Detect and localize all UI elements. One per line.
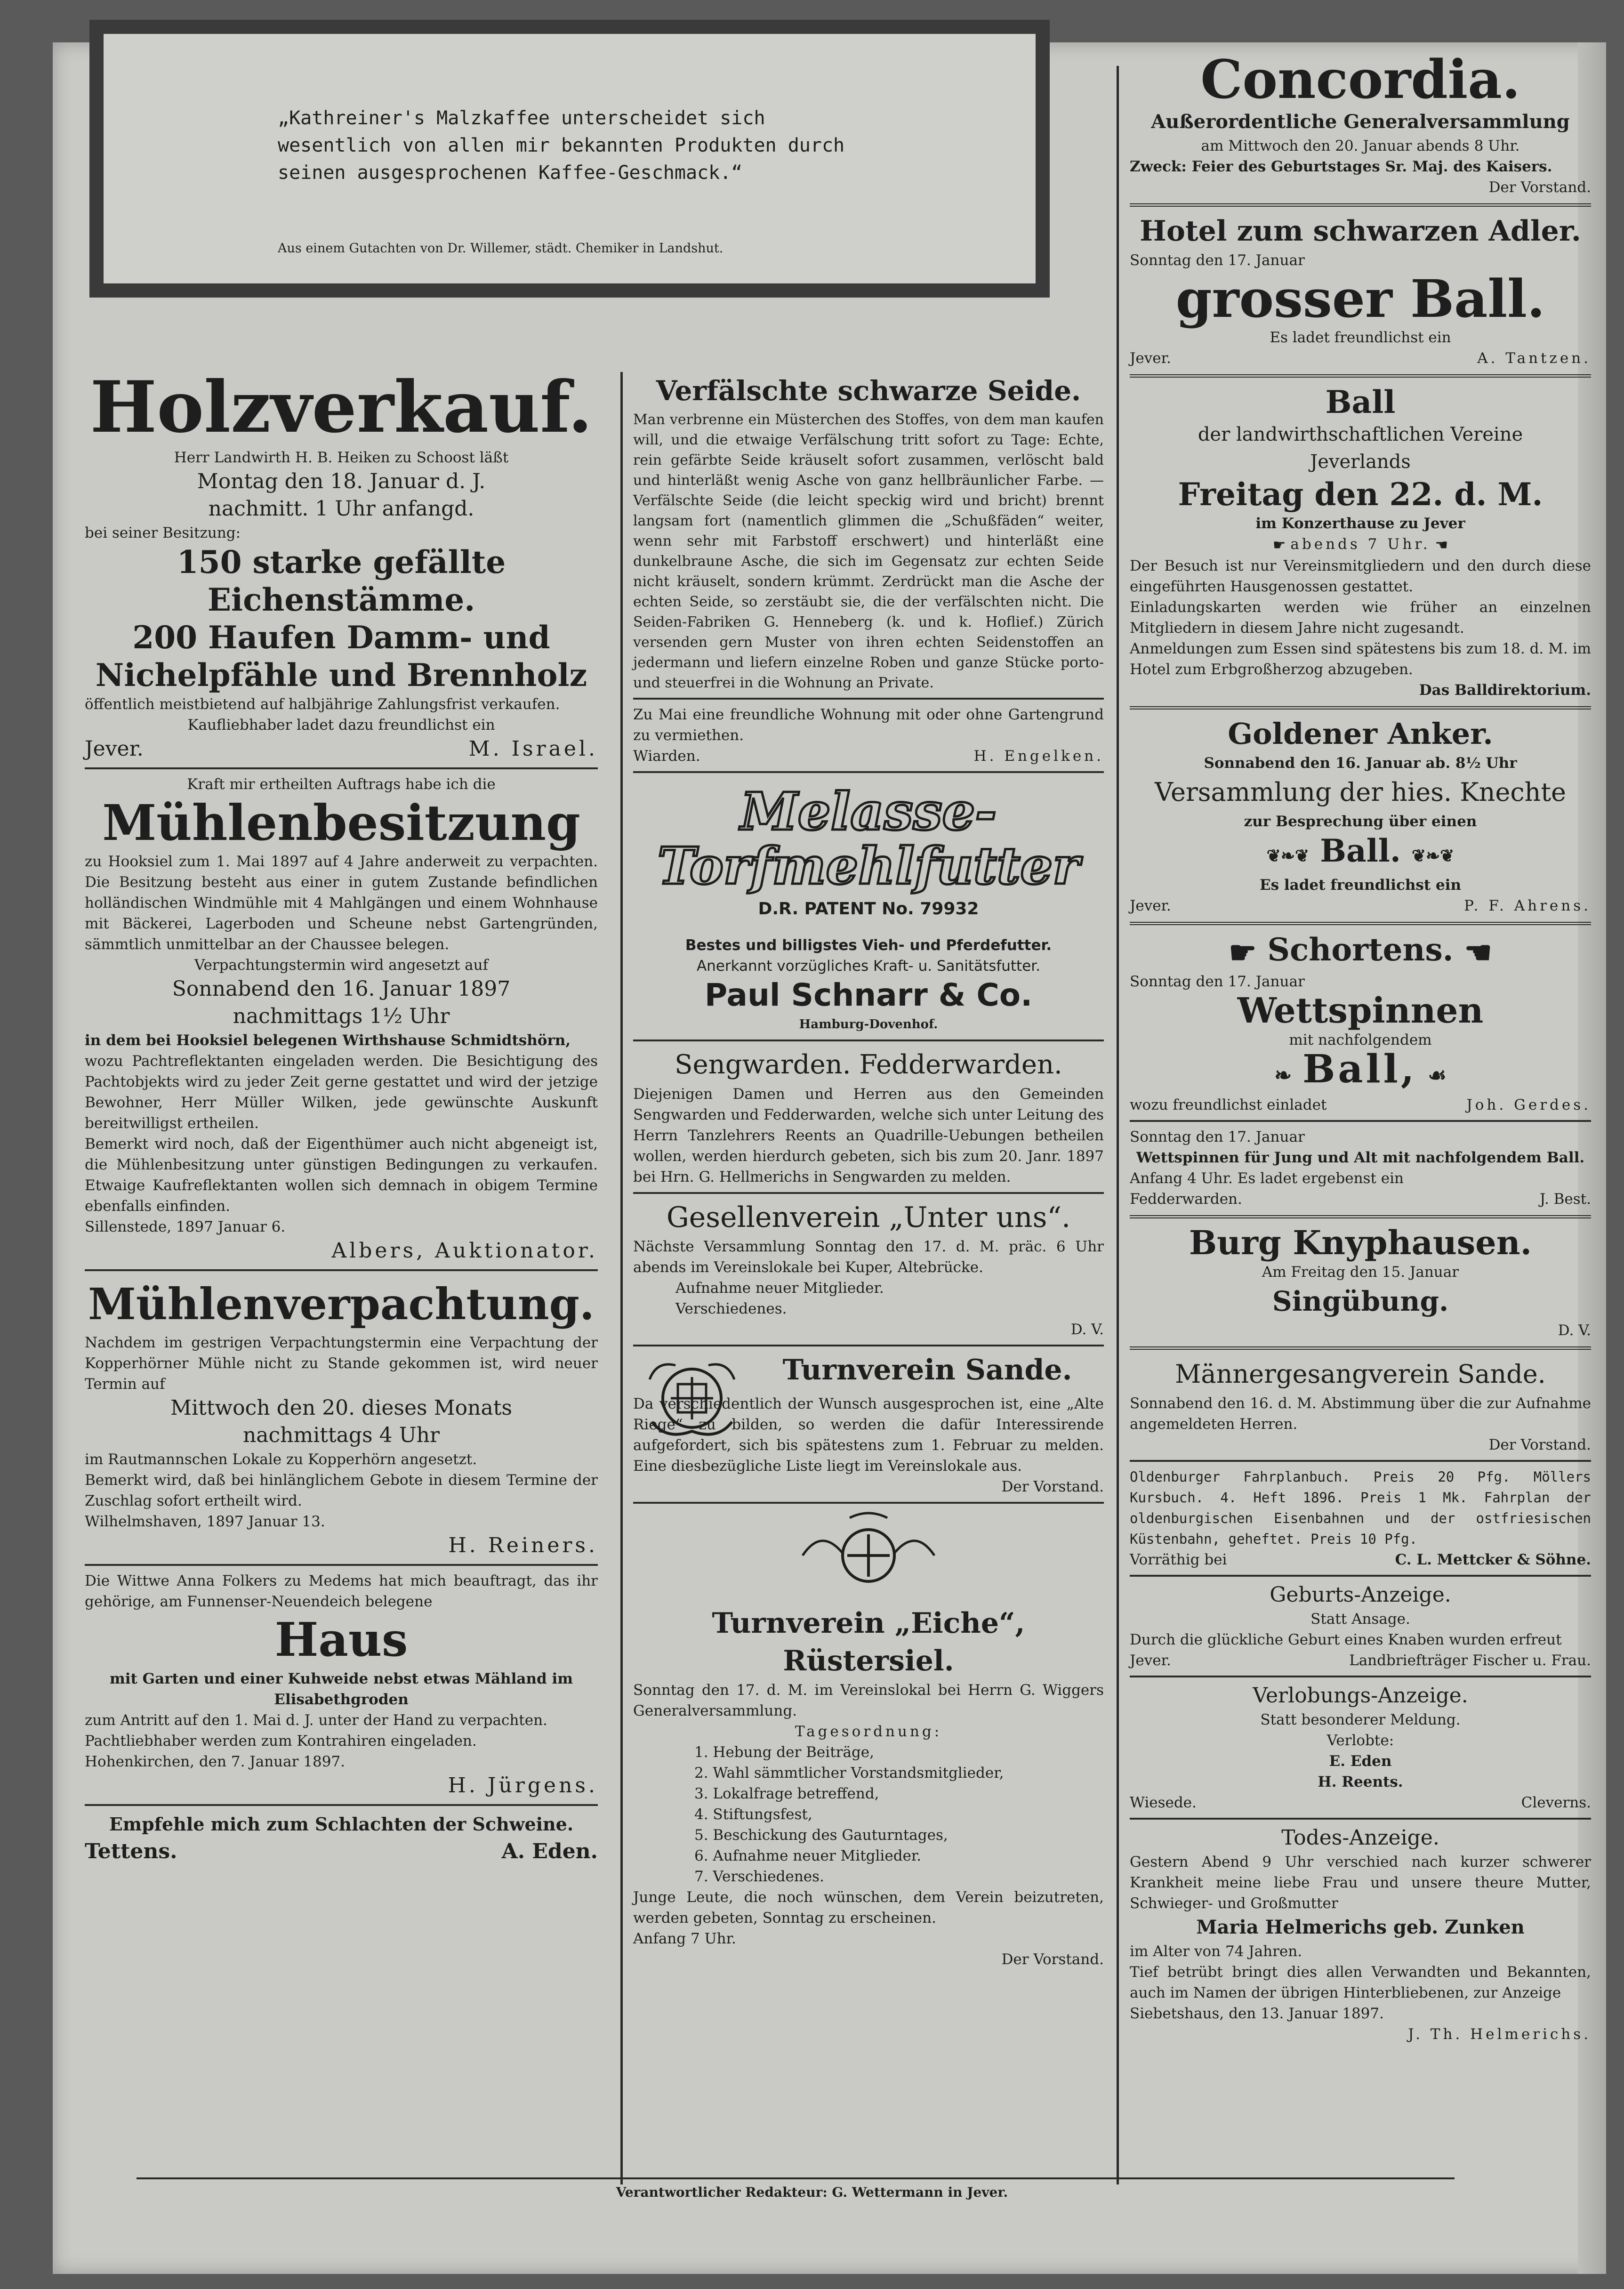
ad-title: Todes-Anzeige.: [1281, 1825, 1439, 1850]
ad-turnverein-eiche: [633, 1508, 1104, 1970]
ad-gesellenverein: [633, 1199, 1104, 1340]
agenda-item: 2. Wahl sämmtlicher Vorstandsmitglieder,: [694, 1765, 1004, 1781]
ad-agenda-label: Tagesordnung:: [795, 1723, 942, 1740]
footer-imprint: Verantwortlicher Redakteur: G. Wettermann in Jever.: [616, 2184, 1008, 2200]
ad-verlobung: [1130, 1682, 1591, 1813]
ad-date: Sonntag den 17. Januar: [1130, 1128, 1305, 1145]
ad-todes: [1130, 1824, 1591, 2045]
divider: [633, 771, 1104, 773]
divider: [633, 698, 1104, 700]
pointing-hand-left-icon: ☚: [1435, 536, 1448, 554]
logo-title-2: Torfmehlfutter: [657, 837, 1080, 896]
ad-geburt: [1130, 1581, 1591, 1671]
ad-place: Fedderwarden.: [1130, 1190, 1242, 1208]
ad-signature: D. V.: [1558, 1322, 1591, 1339]
ad-body: zum Antritt auf den 1. Mai d. J. unter der Hand zu verpachten.: [85, 1712, 547, 1729]
ad-age: im Alter von 74 Jahren.: [1130, 1942, 1302, 1960]
ad-signature: Albers, Auktionator.: [331, 1239, 598, 1263]
ad-item: Aufnahme neuer Mitglieder.: [675, 1280, 884, 1297]
ad-date: Am Freitag den 15. Januar: [1262, 1263, 1459, 1281]
ad-wohnung: [633, 704, 1104, 766]
ad-ball: Ball.: [1320, 832, 1401, 869]
ad-zweck: Zweck: Feier des Geburtstages Sr. Maj. des Kaisers.: [1130, 158, 1552, 175]
divider: [1130, 1575, 1591, 1577]
ad-title: Haus: [274, 1613, 408, 1667]
ad-signature: H. Jürgens.: [448, 1773, 598, 1797]
divider: [1130, 374, 1591, 378]
ad-title: Turnverein Sande.: [782, 1354, 1072, 1386]
ad-title: Concordia.: [1200, 49, 1520, 111]
ad-signature: Der Vorstand.: [1001, 1951, 1104, 1968]
divider: [85, 1269, 598, 1271]
ad-city: Hamburg-Dovenhof.: [799, 1017, 938, 1032]
ad-title: Goldener Anker.: [1228, 716, 1493, 751]
ad-invite: wozu freundlichst einladet: [1130, 1096, 1327, 1113]
ad-signature: J. Best.: [1539, 1190, 1591, 1208]
agenda-list: [633, 1742, 1104, 1887]
ad-signature: Der Vorstand.: [1488, 179, 1591, 196]
ad-body: wozu Pachtreflektanten eingeladen werden. Die Besichtigung des Pachtobjekts wird zu jeder Zeit gerne gestattet und wird der jetzige Bewohner, Herr Müller Wilken, jede gewünschte Auskunft bereitwilligst ertheilen.: [85, 1053, 598, 1132]
footer-rule: [137, 2177, 1455, 2179]
ad-item: 150 starke gefällte Eichenstämme.: [177, 544, 506, 618]
ad-signature: A. Eden.: [501, 1839, 598, 1863]
ad-purpose: zur Besprechung über einen: [1244, 813, 1477, 830]
ad-title: Schortens.: [1267, 931, 1454, 968]
ad-sub: der landwirthschaftlichen Vereine: [1198, 424, 1523, 445]
ad-event: Singübung.: [1272, 1285, 1449, 1317]
ad-date: Mittwoch den 20. dieses Monats: [170, 1396, 512, 1420]
ad-time: nachmittags 1½ Uhr: [233, 1004, 450, 1028]
ad-sub: Außerordentliche Generalversammlung: [1151, 111, 1570, 133]
ad-signature: J. Th. Helmerichs.: [1408, 2025, 1591, 2043]
agenda-item: 6. Aufnahme neuer Mitglieder.: [694, 1847, 922, 1864]
pointing-hand-right-icon: ☛: [1229, 934, 1257, 971]
divider: [633, 1345, 1104, 1346]
column-2: [633, 372, 1104, 1974]
ad-schortens: [1130, 931, 1591, 1115]
ad-date-place: Hohenkirchen, den 7. Januar 1897.: [85, 1753, 346, 1770]
ad-date: Montag den 18. Januar d. J.: [197, 469, 486, 493]
column-1: [85, 367, 598, 1869]
ad-body: Durch die glückliche Geburt eines Knaben wurden erfreut: [1130, 1631, 1562, 1648]
ad-terms: öffentlich meistbietend auf halbjährige Zahlungsfrist verkaufen.: [85, 696, 560, 713]
melasse-logo-graphic: [657, 781, 1080, 928]
ad-maennergesangverein: [1130, 1355, 1591, 1455]
ad-title: Gesellenverein „Unter uns“.: [666, 1201, 1071, 1234]
pointing-hand-right-icon: ☛: [1272, 536, 1286, 554]
ad-event: Wettspinnen: [1237, 990, 1484, 1031]
ad-invite: Es ladet freundlichst ein: [1270, 329, 1451, 346]
kathreiner-ad: [89, 20, 1050, 298]
melasse-logo: [633, 782, 1104, 930]
ad-body: Gestern Abend 9 Uhr verschied nach kurzer schwerer Krankheit meine liebe Frau und unsere theure Mutter, Schwieger- und Großmutter: [1130, 1853, 1591, 1912]
ad-body: Einladungskarten werden wie früher an einzelnen Mitgliedern in diesem Jahre nicht zugesandt.: [1130, 598, 1591, 637]
divider: [1130, 1215, 1591, 1218]
ad-signature: H. Reiners.: [448, 1533, 598, 1557]
ad-place: in dem bei Hooksiel belegenen Wirthshause Schmidtshörn,: [85, 1032, 571, 1049]
ad-title: Holzverkauf.: [90, 366, 593, 449]
ad-body: Zu Mai eine freundliche Wohnung mit oder ohne Gartengrund zu vermiethen.: [633, 706, 1104, 744]
ad-signature: Der Vorstand.: [1488, 1436, 1591, 1453]
ad-signature: A. Tantzen.: [1477, 350, 1591, 367]
ad-place: im Konzerthause zu Jever: [1255, 515, 1465, 532]
ad-title: Geburts-Anzeige.: [1270, 1582, 1451, 1607]
ad-signature: Der Vorstand.: [1001, 1478, 1104, 1495]
ad-body: Bemerkt wird noch, daß der Eigenthümer auch nicht abgeneigt ist, die Mühlenbesitzung unter günstigen Bedingungen zu verkaufen. Etwaige Kaufreflektanten wollen sich demnach in obigem Termine ebenfalls einfinden.: [85, 1136, 598, 1215]
pointing-hand-left-icon: ☚: [1464, 934, 1492, 971]
ad-sub: mit nachfolgendem: [1289, 1031, 1432, 1048]
ad-title: Turnverein „Eiche“, Rüstersiel.: [712, 1607, 1025, 1677]
ad-muehlenbesitzung: [85, 774, 598, 1265]
ad-start: Anfang 7 Uhr.: [633, 1930, 736, 1947]
ad-line: Bestes und billigstes Vieh- und Pferdefutter.: [685, 937, 1052, 954]
ad-time: nachmittags 4 Uhr: [242, 1423, 440, 1447]
ornament-icon: ❦❧❦: [1266, 846, 1310, 866]
ad-place: Jever.: [1130, 1652, 1171, 1669]
ad-place: bei seiner Besitzung:: [85, 524, 241, 541]
ad-title: Männergesangverein Sande.: [1175, 1359, 1546, 1389]
column-3: [1130, 49, 1591, 2048]
ad-date: Sonnabend den 16. Januar ab. 8½ Uhr: [1204, 754, 1517, 772]
ad-stock: Vorräthig bei: [1130, 1551, 1227, 1568]
ad-title: Ball: [1325, 384, 1396, 420]
ad-body: Diejenigen Damen und Herren aus den Gemeinden Sengwarden und Fedderwarden, welche sich unter Leitung des Herrn Tanzlehrers Reents an Quadrille-Uebungen betheilen wollen, werden hierdurch gebeten, sich bis zum 20. Janr. 1897 bei Hrn. G. Hellmerichs in Sengwarden zu melden.: [633, 1086, 1104, 1185]
agenda-item: 5. Beschickung des Gauturntages,: [694, 1827, 948, 1844]
divider: [633, 1192, 1104, 1194]
ad-signature: Joh. Gerdes.: [1466, 1096, 1591, 1113]
agenda-item: 3. Lokalfrage betreffend,: [694, 1785, 879, 1802]
ad-signature: C. L. Mettcker & Söhne.: [1395, 1551, 1591, 1568]
ad-company: Paul Schnarr & Co.: [704, 977, 1033, 1013]
ad-date-place: Siebetshaus, den 13. Januar 1897.: [1130, 2005, 1384, 2022]
divider: [1130, 1818, 1591, 1820]
divider: [633, 1502, 1104, 1504]
ad-place: Jever.: [1130, 897, 1171, 914]
ad-haus: [85, 1571, 598, 1799]
ad-sub: Statt besonderer Meldung.: [1260, 1711, 1461, 1728]
ad-place-sig: Jever.: [85, 737, 144, 761]
ad-item: 200 Haufen Damm- und Nichelpfähle und Brennholz: [95, 619, 587, 693]
ad-place: Wiarden.: [633, 748, 700, 765]
ad-event: grosser Ball.: [1175, 268, 1545, 329]
column-rule-left: [620, 372, 623, 2184]
ad-sengwarden: [633, 1046, 1104, 1187]
agenda-item: 1. Hebung der Beiträge,: [694, 1744, 874, 1761]
divider: [85, 1804, 598, 1806]
ad-date: am Mittwoch den 20. Januar abends 8 Uhr.: [1201, 137, 1520, 154]
ad-body: Pachtliebhaber werden zum Kontrahiren eingeladen.: [85, 1733, 477, 1749]
kathreiner-source: Aus einem Gutachten von Dr. Willemer, städt. Chemiker in Landshut.: [278, 241, 724, 256]
ad-sub: Jeverlands: [1310, 451, 1411, 473]
ornament-icon: ❧: [1274, 1063, 1292, 1088]
ad-body: Sonntag den 17. d. M. im Vereinslokal bei Herrn G. Wiggers Generalversammlung.: [633, 1682, 1104, 1719]
ad-knyphausen: [1130, 1224, 1591, 1341]
ad-title: Burg Knyphausen.: [1189, 1223, 1532, 1262]
ad-place: Jever.: [1130, 350, 1171, 367]
ad-termin-label: Verpachtungstermin wird angesetzt auf: [194, 957, 489, 974]
ad-name: Maria Helmerichs geb. Zunken: [1196, 1916, 1525, 1938]
ad-start: Anfang 4 Uhr. Es ladet ergebenst ein: [1130, 1169, 1404, 1187]
ad-name: H. Reents.: [1318, 1773, 1403, 1790]
ad-date: Freitag den 22. d. M.: [1178, 476, 1543, 513]
ad-line: Anerkannt vorzügliches Kraft- u. Sanitätsfutter.: [696, 958, 1041, 975]
ad-turnverein-sande: [633, 1351, 1104, 1497]
ad-place: Tettens.: [85, 1839, 177, 1863]
logo-patent: D.R. PATENT No. 79932: [758, 899, 979, 919]
ad-invite: Kaufliebhaber ladet dazu freundlichst ein: [187, 717, 495, 733]
ad-date: Sonntag den 17. Januar: [1130, 252, 1305, 269]
ad-signature: Das Balldirektorium.: [1419, 681, 1591, 699]
ad-body: zu Hooksiel zum 1. Mai 1897 auf 4 Jahre anderweit zu verpachten. Die Besitzung besteht aus einer in gutem Zustande befindlichen holländischen Windmühle mit 4 Mahlgängen und einem Wohnhause mit Bäckerei, Lagerboden und Scheune nebst Gartengründen, sämmtlich unmittelbar an der Chaussee belegen.: [85, 853, 598, 953]
ad-signature: P. F. Ahrens.: [1464, 897, 1591, 914]
ad-goldener-anker: [1130, 715, 1591, 916]
ad-signature: Landbriefträger Fischer u. Frau.: [1349, 1652, 1591, 1669]
ornament-icon: ☙: [1428, 1063, 1447, 1088]
ad-sub: Statt Ansage.: [1310, 1610, 1410, 1628]
ad-body: Anmeldungen zum Essen sind spätestens bis zum 18. d. M. im Hotel zum Erbgroßherzog abzugeben.: [1130, 640, 1591, 678]
divider: [1130, 922, 1591, 925]
ad-body: Tief betrübt bringt dies allen Verwandten und Bekannten, auch im Namen der übrigen Hinterbliebenen, zur Anzeige: [1130, 1963, 1591, 2001]
ad-date-place: Wilhelmshaven, 1897 Januar 13.: [85, 1513, 325, 1530]
ad-ball: Ball,: [1302, 1046, 1417, 1092]
ad-seide: [633, 372, 1104, 693]
ad-place: im Rautmannschen Lokale zu Kopperhörn angesetzt.: [85, 1451, 477, 1468]
ad-event: Versammlung der hies. Knechte: [1155, 777, 1566, 807]
ad-body: Bemerkt wird, daß bei hinlänglichem Gebote in diesem Termine der Zuschlag sofort ertheilt wird.: [85, 1472, 598, 1509]
ad-body: Junge Leute, die noch wünschen, dem Verein beizutreten, werden gebeten, Sonntag zu erscheinen.: [633, 1889, 1104, 1926]
ad-item: Verschiedenes.: [675, 1300, 787, 1317]
ad-time: abends 7 Uhr.: [1290, 536, 1431, 553]
ad-title: Verfälschte schwarze Seide.: [656, 375, 1081, 407]
ad-muehlenverpachtung: [85, 1276, 598, 1559]
divider: [1130, 1460, 1591, 1462]
ad-signature: D. V.: [1070, 1321, 1104, 1338]
ad-ball: [1130, 383, 1591, 701]
ad-place: Cleverns.: [1521, 1794, 1591, 1811]
ad-date: Sonnabend den 16. Januar 1897: [172, 977, 511, 1001]
ad-intro: Die Wittwe Anna Folkers zu Medems hat mich beauftragt, das ihr gehörige, am Funnenser-Neuendeich belegene: [85, 1572, 598, 1610]
ad-label: Verlobte:: [1327, 1732, 1394, 1749]
ad-date-place: Sillenstede, 1897 Januar 6.: [85, 1218, 286, 1235]
divider: [1130, 1346, 1591, 1350]
ad-time: nachmitt. 1 Uhr anfangd.: [208, 497, 474, 521]
logo-title-1: Melasse-: [740, 781, 997, 842]
ad-concordia: [1130, 49, 1591, 198]
ad-body: Man verbrenne ein Müsterchen des Stoffes, von dem man kaufen will, und die etwaige Verfälschung tritt sofort zu Tage: Echte, rein gefärbte Seide kräuselt sofort zusammen, verlöscht bald und hinterläßt wenig Asche von ganz hellbräunlicher Farbe. — Verfälschte Seide (die leicht speckig wird und bricht) brennt langsam fort (namentlich glimmen die „Schußfäden“ weiter, wenn sehr mit Farbstoff erschwert) und hinterläßt eine dunkelbraune Asche, die sich im Gegensatz zur echten Seide nicht kräuselt, sondern krümmt. Zerdrückt man die Asche der echten Seide, so zerstäubt sie, die der verfälschten nicht. Die Seiden-Fabriken G. Henneberg (k. und k. Hoflief.) Zürich versenden gern Muster von ihren echten Seidenstoffen an jedermann und liefern einzelne Roben und ganze Stücke porto- und steuerfrei in die Wohnung an Private.: [633, 411, 1104, 691]
ad-schlachten: [85, 1811, 598, 1865]
ad-body: Oldenburger Fahrplanbuch. Preis 20 Pfg. Möllers Kursbuch. 4. Heft 1896. Preis 1 Mk. Fahrplan der oldenburgischen Eisenbahnen und der ostfriesischen Küstenbahn, geheftet. Preis 10 Pfg.: [1130, 1468, 1591, 1547]
ad-intro: Kraft mir ertheilten Auftrags habe ich die: [187, 776, 496, 793]
ad-adler: [1130, 212, 1591, 369]
kathreiner-quote: „Kathreiner's Malzkaffee unterscheidet sich wesentlich von allen mir bekannten Produkten durch seinen ausgesprochenen Kaffee-Geschmack.“: [278, 107, 845, 184]
ad-melasse: [633, 782, 1104, 1035]
ad-body: Sonnabend den 16. d. M. Abstimmung über die zur Aufnahme angemeldeten Herren.: [1130, 1394, 1591, 1433]
ad-intro: Herr Landwirth H. B. Heiken zu Schoost läßt: [174, 449, 509, 466]
ad-place: Wiesede.: [1130, 1794, 1197, 1811]
ad-title: Mühlenverpachtung.: [88, 1279, 595, 1330]
ad-title: Mühlenbesitzung: [102, 794, 580, 852]
ad-title: Hotel zum schwarzen Adler.: [1140, 215, 1581, 248]
ad-title: Sengwarden. Fedderwarden.: [675, 1049, 1062, 1080]
ad-signature: H. Engelken.: [973, 748, 1104, 765]
ad-body: Da verschiedentlich der Wunsch ausgesprochen ist, eine „Alte Riege“ zu bilden, so werden die dafür Interessirende aufgefordert, sich bis spätestens zum 1. Februar zu melden. Eine diesbezügliche Liste liegt im Vereinslokale aus.: [633, 1395, 1104, 1475]
ad-fedderwarden: [1130, 1127, 1591, 1209]
ad-name: E. Eden: [1329, 1752, 1392, 1770]
ad-text: Empfehle mich zum Schlachten der Schweine.: [109, 1813, 574, 1835]
ad-sub: mit Garten und einer Kuhweide nebst etwas Mähland im Elisabethgroden: [109, 1670, 573, 1708]
agenda-item: 4. Stiftungsfest,: [694, 1806, 812, 1823]
ad-body: Der Besuch ist nur Vereinsmitgliedern und den durch diese eingeführten Hausgenossen gestattet.: [1130, 557, 1591, 595]
ornament-icon: ❦❧❦: [1411, 846, 1455, 866]
ad-fahrplan: [1130, 1467, 1591, 1570]
divider: [1130, 706, 1591, 709]
ad-holzverkauf: [85, 367, 598, 763]
ad-title: Verlobungs-Anzeige.: [1253, 1683, 1468, 1708]
turner-emblem-icon: [638, 1351, 746, 1445]
ad-body: Nachdem im gestrigen Verpachtungstermin eine Verpachtung der Kopperhörner Mühle nicht zu Stande gekommen ist, wird neuer Termin auf: [85, 1334, 598, 1393]
divider: [1130, 1120, 1591, 1122]
divider: [633, 1040, 1104, 1041]
turner-cross-emblem-icon: [793, 1508, 944, 1603]
divider: [1130, 203, 1591, 207]
divider: [85, 767, 598, 769]
column-rule-right: [1117, 66, 1119, 2184]
agenda-item: 7. Verschiedenes.: [694, 1868, 824, 1885]
ad-event: Wettspinnen für Jung und Alt mit nachfolgendem Ball.: [1136, 1149, 1585, 1166]
ad-body: Nächste Versammlung Sonntag den 17. d. M. präc. 6 Uhr abends im Vereinslokale bei Kuper, Altebrücke.: [633, 1238, 1104, 1276]
divider: [1130, 1676, 1591, 1677]
ad-signature: M. Israel.: [468, 737, 598, 761]
ad-date: Sonntag den 17. Januar: [1130, 973, 1305, 990]
ad-invite: Es ladet freundlichst ein: [1260, 876, 1461, 894]
divider: [85, 1564, 598, 1566]
